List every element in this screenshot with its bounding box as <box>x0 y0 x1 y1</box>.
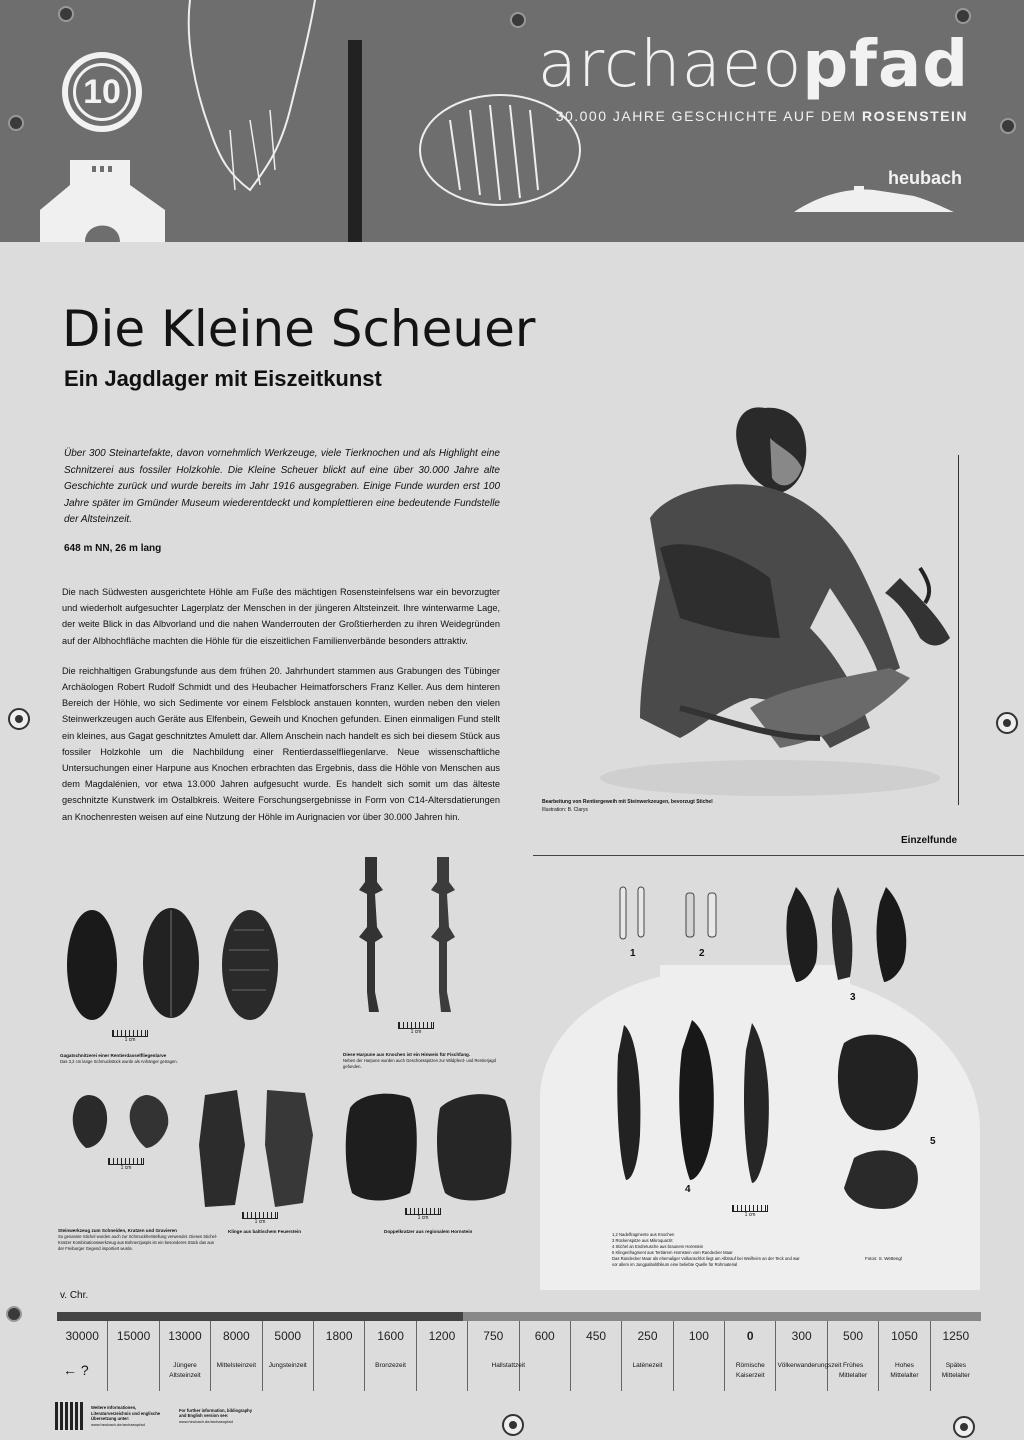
body-text <box>62 584 500 839</box>
screw-icon <box>996 712 1018 734</box>
screw-icon <box>502 1414 524 1436</box>
scale-bar: 1 cm <box>405 1208 441 1221</box>
screw-icon <box>8 708 30 730</box>
unknown-origin-marker: ← ? <box>63 1362 89 1378</box>
scale-bar: 1 cm <box>732 1205 768 1218</box>
illustration-caption: Bearbeitung von Rentiergeweih mit Steinwerkzeugen, bevorzugt Stichel Illustration: B. Clarys <box>542 799 713 813</box>
header-banner <box>0 0 1024 242</box>
caption-gagat: Gagatschnitzerei einer Rentierdasselfliegenlarve Das 3,2 cm lange Schmuckstück wurde als Anhänger getragen. <box>60 1053 178 1064</box>
tagline: 30.000 JAHRE GESCHICHTE AUF DEM ROSENSTEIN <box>555 108 968 124</box>
page-title: Die Kleine Scheuer <box>62 300 536 358</box>
gagat-carving-image <box>64 905 284 1025</box>
paragraph: Die reichhaltigen Grabungsfunde aus dem frühen 20. Jahrhundert stammen aus Grabungen des Tübinger Archäologen Robert Rudolf Schmidt und des Heubacher Heimatforschers Franz Keller. Aus dem hinteren Bereich der Höhle, wo sich Sedimente vor einem Felsblock anstauen konnten, wurden neben den vielen Steinwerkzeugen auch Geräte aus Elfenbein, Geweih und Knochen gefunden. Einen einmaligen Fund stellt ein kleines, aus Gagat geschnitztes Amulett dar. Allem Anschein nach handelt es sich bei diesem Stück aus fossiler Holzkohle um die Nachbildung einer Rentierdasselfliegenlarve. Neue wissenschaftliche Untersuchungen einer Harpune aus Knochen erbrachten das Ergebnis, dass die Höhle von Menschen aus dem Magdalénien, vor etwa 13.000 Jahren aufgesucht wurde. Es handelt sich somit um das älteste geschnitzte Kunstwerk im Ostalbkreis. Weitere Forschungsergebnisse in Form von C14-Altersdatierungen an Knochenresten weisen auf eine Nutzung der Höhle im Aurignacien vor über 30.000 Jahren hin. <box>62 665 500 822</box>
flint-blade-image <box>195 1085 325 1211</box>
caption-harpoon: Diese Harpune aus Knochen ist ein Hinweis für Fischfang. Neben der Harpune wurden auch Geschossspitzen zur Wildpferd- und Rentierjagd gefunden. <box>343 1052 496 1069</box>
screw-icon <box>953 1416 975 1438</box>
find-number: 5 <box>930 1136 936 1147</box>
timeline-cell: 1050 Hohes Mittelalter <box>879 1321 930 1391</box>
page-subtitle: Ein Jagdlager mit Eiszeitkunst <box>64 366 382 391</box>
section-label-einzelfunde: Einzelfunde <box>901 835 958 846</box>
timeline-cell: 1600 Bronzezeit <box>365 1321 416 1391</box>
timeline-cell: 8000 Mittelsteinzeit <box>211 1321 262 1391</box>
timeline-cell: 5000 Jungsteinzeit <box>263 1321 314 1391</box>
qr-code-icon[interactable] <box>55 1402 83 1430</box>
footer <box>55 1402 259 1430</box>
intro-text: Über 300 Steinartefakte, davon vornehmlich Werkzeuge, viele Tierknochen und als Highlight eine Schnitzerei aus fossiler Holzkohle. Die Kleine Scheuer blickt auf eine über 30.000 Jahre alte Geschichte zurück und wurde bereits im Jahr 1916 ausgegraben. Einige Funde wurden erst 100 Jahre später im Gmünder Museum wiederentdeckt und komplettieren eine bedeutende Fundstelle der Altsteinzeit. <box>64 448 500 525</box>
double-scraper-image <box>340 1088 520 1206</box>
timeline-cell: 1800 <box>314 1321 365 1391</box>
brand-wordmark: archaeopfad <box>537 28 969 102</box>
needle-fragments-image <box>612 885 722 945</box>
screw-icon <box>8 115 24 131</box>
caption-stone-tool: Steinwerkzeug zum Schneiden, Kratzen und Gravieren So genannte Stichel wurden auch zur Schmuckherstellung verwendet. Dieses Stichel-Kratzer Kombinationswerkzeug aus Bohnerzjaspis ist ein besonderes Stück das aus der Freiburger Gegend importiert wurde. <box>58 1228 218 1251</box>
find-number: 1 <box>630 948 636 959</box>
scale-bar: 1 cm <box>398 1022 434 1035</box>
timeline <box>57 1321 981 1391</box>
elevation-info: 648 m NN, 26 m lang <box>64 543 162 554</box>
find-number: 3 <box>850 992 856 1003</box>
timeline-cell: 300 Völkerwanderungszeit <box>776 1321 827 1391</box>
scale-bar: 1 cm <box>242 1212 278 1225</box>
town-name: heubach <box>887 168 962 188</box>
scale-bar: 1 cm <box>112 1030 148 1043</box>
hills-logo-icon <box>794 182 954 218</box>
timeline-cell: 0 Römische Kaiserzeit <box>725 1321 776 1391</box>
timeline-cell: 500 Frühes Mittelalter <box>828 1321 879 1391</box>
timeline-cell: 100 <box>674 1321 725 1391</box>
station-badge <box>62 52 142 132</box>
station-number: 10 <box>73 63 131 121</box>
timeline-cell: 250 Latènezeit <box>622 1321 673 1391</box>
timeline-cell: 13000 Jüngere Altsteinzeit <box>160 1321 211 1391</box>
photo-credit: Fotos: S. Wettengl <box>865 1256 902 1261</box>
screw-icon <box>58 6 74 22</box>
tower-logo-icon <box>40 150 165 242</box>
footer-info-en: For further information, bibliography and English version see: www.heubach.de/archaeopfad <box>179 1407 253 1424</box>
timeline-cell: 450 <box>571 1321 622 1391</box>
illustration-woman-working-antler <box>580 378 960 798</box>
scale-bar: 1 cm <box>108 1158 144 1171</box>
find-number: 2 <box>699 948 705 959</box>
blade-fragment-image <box>834 1028 924 1213</box>
timeline-bar <box>57 1312 981 1321</box>
screw-icon <box>6 1306 22 1322</box>
screw-icon <box>955 8 971 24</box>
find-number: 4 <box>685 1184 691 1195</box>
timeline-cell: 15000 <box>108 1321 159 1391</box>
timeline-cell: 750 Hallstattzeit <box>468 1321 519 1391</box>
footer-info-de: Weitere Informationen, Literaturverzeichnis und englische Übersetzung unter: www.heubach.de/archaeopfad <box>91 1405 161 1427</box>
backed-point-image <box>776 882 916 987</box>
caption-double-scraper: Doppelkratzer aus regionalem Hornstein <box>384 1229 473 1234</box>
stone-tool-image <box>68 1090 178 1152</box>
era-label: v. Chr. <box>60 1290 89 1301</box>
scale-line <box>958 455 959 805</box>
timeline-cell: 1200 <box>417 1321 468 1391</box>
divider <box>533 855 1024 856</box>
screw-icon <box>1000 118 1016 134</box>
caption-finds-list: 1,2 Nadelfragmente aus Knochen 3 Rückenspitze aus Mikroquarzit 4 Stichel an Endretusche aus braunem Hornstein 5 Klingenfragment aus Tertiärem Hornstein vom Randecker Maar Das Randecker Maar als ehemaliger Vulkanschlot liegt am Albtrauf bei Weilheim an der Teck und war vor allem im Jungpaläolithikum eine beliebte Quelle für Rohmaterial <box>612 1232 800 1267</box>
burin-image <box>612 1015 787 1185</box>
timeline-cell: 600 <box>520 1321 571 1391</box>
caption-blade: Klinge aus baltischem Feuerstein <box>228 1229 302 1234</box>
paragraph: Die nach Südwesten ausgerichtete Höhle am Fuße des mächtigen Rosensteinfelsens war ein bevorzugter und wiederholt aufgesuchter Lagerplatz der Menschen in der jüngeren Altsteinzeit. Ihre winterwarme Lage, der weite Blick in das Albvorland und die nahen Wanderrouten der Großtierherden zu ihren Weidegründen auf der Albhochfläche machten die Höhle für die eiszeitlichen Familienverbände besonders attraktiv. <box>62 587 500 646</box>
screw-icon <box>510 12 526 28</box>
timeline-cell: 30000 <box>57 1321 108 1391</box>
artefact-line-art <box>170 0 590 242</box>
timeline-cell: 1250 Spätes Mittelalter <box>941 1329 970 1379</box>
harpoon-image <box>355 852 475 1022</box>
